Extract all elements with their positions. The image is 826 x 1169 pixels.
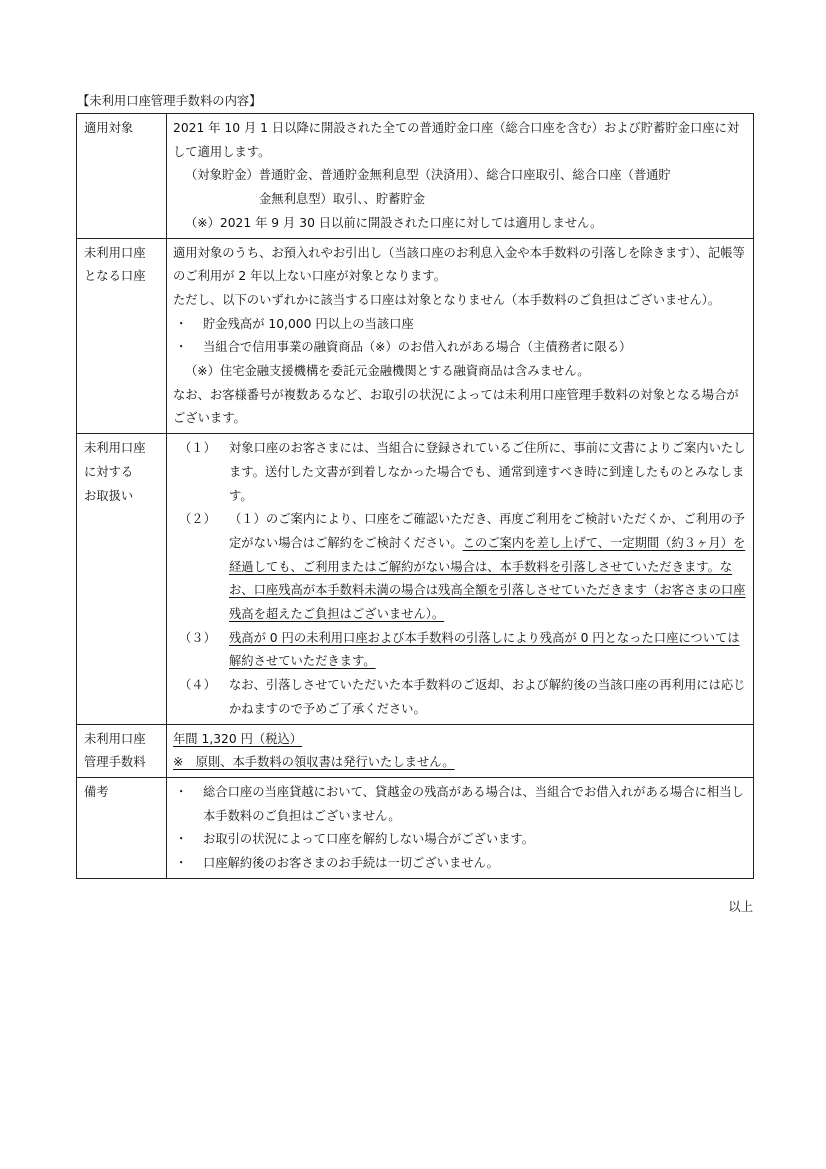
target-accounts-line-2: 金無利息型）取引、、貯蓄貯金: [259, 192, 426, 207]
row-content-scope: [167, 114, 754, 239]
list-item: [173, 828, 747, 852]
row-content-handling: [167, 434, 754, 724]
table-row-remarks: [77, 777, 754, 878]
item-number: （４）: [179, 678, 216, 693]
bullet-mark: ・: [175, 784, 188, 799]
target-accounts-line: （対象貯金）普通貯金、普通貯金無利息型（決済用）、総合口座取引、総合口座（普通貯: [185, 168, 671, 183]
numbered-item: [173, 437, 747, 508]
row-content-remarks: [167, 777, 754, 878]
row-label-scope: [77, 114, 167, 239]
closing-mark: 以上: [728, 900, 753, 914]
table-row-eligible: [77, 238, 754, 434]
list-item: [173, 313, 747, 337]
list-item-text: お取引の状況によって口座を解約しない場合がございます。: [203, 832, 535, 847]
section-heading: 【未利用口座管理手数料の内容】: [77, 94, 262, 108]
row-content-fee: [167, 724, 754, 777]
list-item-text: 総合口座の当座貸越において、貸越金の残高がある場合は、当組合でお借入れがある場合に相当し本手数料のご負担はございません。: [203, 784, 744, 823]
label-text: 未利用口座: [84, 441, 146, 456]
label-text: 備考: [84, 784, 109, 799]
list-item: [173, 852, 747, 876]
item-text: なお、引落しさせていただいた本手数料のご返却、および解約後の当該口座の再利用には応じかねますので予めご了承ください。: [229, 678, 746, 716]
scope-note: （※）2021 年 9 月 30 日以前に開設された口座に対しては適用しません。: [185, 215, 603, 230]
item-text-plain: （１）のご案内により、口座をご確認いただき、再度ご利用をご検討いただくか、ご利用の予定がない場合はご解約をご検討ください。: [229, 512, 745, 550]
item-number: （１）: [179, 441, 216, 456]
numbered-item: [173, 627, 747, 674]
bullet-mark: ・: [175, 340, 188, 355]
table-row-fee: [77, 724, 754, 777]
numbered-item: [173, 674, 747, 721]
label-text: となる口座: [84, 269, 146, 284]
fee-table: [76, 113, 754, 879]
eligible-note: （※）住宅金融支援機構を委託元金融機関とする融資商品は含みません。: [185, 364, 590, 379]
bullet-mark: ・: [175, 856, 188, 871]
row-label-handling: [77, 434, 167, 724]
row-content-eligible: [167, 238, 754, 434]
eligible-paragraph: 適用対象のうち、お預入れやお引出し（当該口座のお利息入金や本手数料の引落しを除きます）、記帳等のご利用が 2 年以上ない口座が対象となります。: [173, 245, 745, 284]
label-text: 適用対象: [84, 121, 134, 135]
fee-amount: 年間 1,320 円（税込）: [173, 731, 303, 746]
numbered-item: [173, 508, 747, 627]
list-item: [173, 336, 747, 360]
label-text: 未利用口座: [84, 731, 146, 746]
eligible-closing-paragraph: なお、お客様番号が複数あるなど、お取引の状況によっては未利用口座管理手数料の対象となる場合がございます。: [173, 387, 739, 426]
item-number: （３）: [179, 630, 216, 645]
label-text: に対する: [84, 464, 134, 479]
item-text: [229, 508, 747, 627]
row-label-fee: [77, 724, 167, 777]
item-number: （２）: [179, 512, 216, 527]
label-text: お取扱い: [84, 488, 134, 503]
list-item-text: 貯金残高が 10,000 円以上の当該口座: [203, 316, 414, 331]
table-row-scope: [77, 114, 754, 239]
row-label-eligible: [77, 238, 167, 434]
scope-text: 2021 年 10 月 1 日以降に開設された全ての普通貯金口座（総合口座を含む）および貯蓄貯金口座に対して適用します。: [173, 121, 740, 159]
row-label-remarks: [77, 777, 167, 878]
label-text: 管理手数料: [84, 755, 146, 770]
label-text: 未利用口座: [84, 245, 146, 260]
receipt-note: ※ 原則、本手数料の領収書は発行いたしません。: [173, 755, 455, 770]
exclusion-paragraph: ただし、以下のいずれかに該当する口座は対象となりません（本手数料のご負担はございません）。: [173, 292, 721, 307]
list-item: [173, 781, 747, 828]
item-text-underlined: 残高が 0 円の未利用口座および本手数料の引落しにより残高が 0 円となった口座については解約させていただきます。: [229, 630, 740, 669]
bullet-mark: ・: [175, 316, 188, 331]
table-row-handling: [77, 434, 754, 724]
item-text-underlined: このご案内を差し上げて、一定期間（約３ヶ月）を経過しても、ご利用またはご解約がない場合は、本手数料を引落しさせていただきます。なお、口座残高が本手数料未満の場合は残高全額を引落しさせていただきます（お客さまの口座残高を超えたご負担はございません）。: [229, 535, 746, 622]
bullet-mark: ・: [175, 832, 188, 847]
list-item-text: 口座解約後のお客さまのお手続は一切ございません。: [203, 856, 499, 871]
item-text: 対象口座のお客さまには、当組合に登録されているご住所に、事前に文書によりご案内いたします。送付した文書が到着しなかった場合でも、通常到達すべき時に到達したものとみなします。: [229, 441, 746, 503]
list-item-text: 当組合で信用事業の融資商品（※）のお借入れがある場合（主債務者に限る）: [203, 340, 632, 355]
